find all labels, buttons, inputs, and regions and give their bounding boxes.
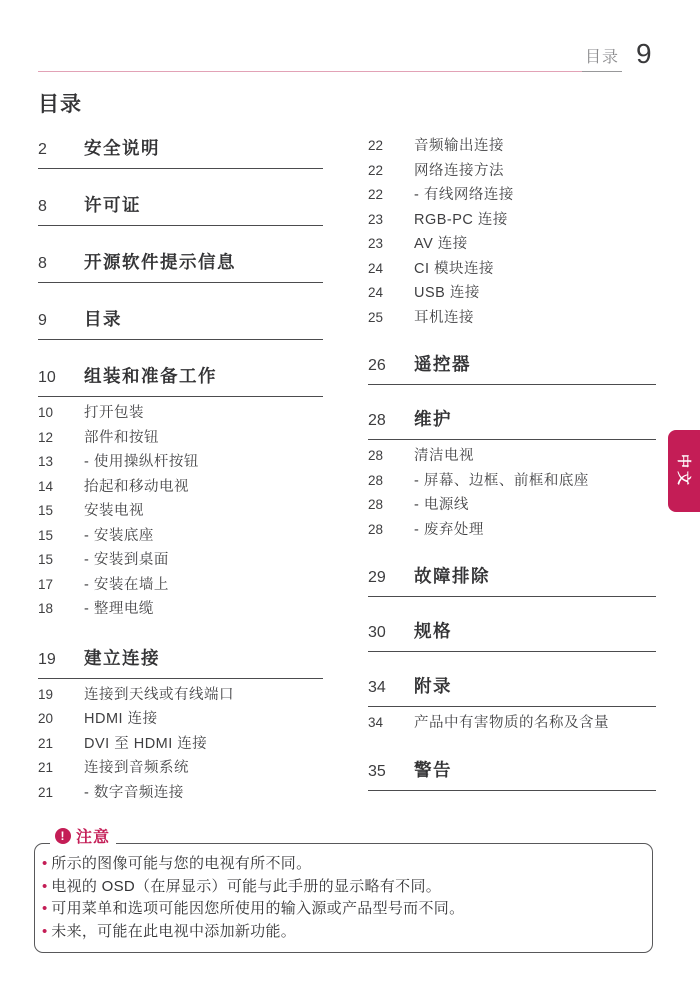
toc-chapter-page: 10: [38, 369, 56, 386]
toc-entry-page: 10: [38, 405, 54, 420]
toc-section: [368, 619, 656, 652]
toc-chapter-head: [368, 407, 656, 440]
toc-entry-page: 14: [38, 478, 54, 494]
toc-entry-page: 28: [368, 448, 384, 463]
toc-entry-page: 22: [368, 138, 384, 153]
toc-chapter-title: 许可证: [84, 195, 141, 215]
toc-chapter-title: 附录: [414, 676, 452, 696]
toc-section: [38, 136, 323, 169]
toc-entry: [38, 475, 323, 500]
note-title-label: 注意: [76, 829, 111, 846]
toc-entry-label: 打开包装: [84, 405, 144, 421]
toc-entry-label: 音频输出连接: [414, 138, 504, 154]
toc-chapter-title: 建立连接: [84, 647, 160, 668]
exclamation-circle-icon: !: [55, 828, 71, 844]
toc-entry-label: 部件和按钮: [84, 429, 159, 446]
toc-entry-page: 15: [38, 527, 54, 543]
toc-left-column: [38, 136, 323, 805]
toc-section: [38, 646, 323, 806]
note-bullet-list: [35, 844, 652, 943]
note-box: [34, 828, 653, 953]
toc-chapter-title: 警告: [414, 759, 452, 780]
toc-entry: [38, 548, 323, 573]
toc-chapter-title: 目录: [84, 309, 122, 329]
note-bullet-item: [42, 898, 644, 921]
toc-entry-page: 20: [38, 711, 54, 726]
toc-chapter-head: [368, 758, 656, 791]
toc-chapter-head: [38, 364, 323, 397]
toc-chapter-title: 组装和准备工作: [84, 366, 217, 386]
toc-entry-page: 13: [38, 454, 54, 469]
toc-entry: [38, 732, 323, 757]
toc-section: [368, 407, 656, 542]
toc-entry: [38, 401, 323, 426]
note-bullet-text: 电视的 OSD（在屏显示）可能与此手册的显示略有不同。: [51, 877, 442, 895]
toc-entry: [368, 257, 656, 282]
toc-chapter-page: 8: [38, 198, 47, 215]
toc-entry-label: 连接到音频系统: [84, 760, 189, 776]
note-bullet-text: 可用菜单和选项可能因您所使用的输入源或产品型号而不同。: [51, 900, 465, 917]
toc-entry-label: - 废弃处理: [414, 521, 484, 538]
toc-entry-label: - 安装底座: [84, 527, 154, 544]
toc-entry: [368, 281, 656, 306]
note-bullet-item: [42, 921, 644, 944]
toc-entry: [38, 683, 323, 708]
toc-entry-label: - 数字音频连接: [84, 784, 184, 801]
toc-entry: [38, 426, 323, 451]
bullet-icon: •: [42, 855, 48, 872]
toc-entry: [38, 573, 323, 598]
toc-entry: [368, 518, 656, 543]
toc-entry-label: 抬起和移动电视: [84, 478, 189, 495]
toc-chapter-page: 28: [368, 412, 386, 429]
toc-chapter-page: 34: [368, 679, 386, 696]
toc-chapter-page: 30: [368, 624, 386, 641]
toc-chapter-page: 2: [38, 141, 47, 158]
note-bullet-item: [42, 876, 644, 899]
toc-chapter-head: [38, 250, 323, 283]
toc-entry: [38, 524, 323, 549]
toc-entry-label: HDMI 连接: [84, 711, 158, 727]
toc-entry: [368, 183, 656, 208]
toc-entry: [368, 306, 656, 331]
toc-section: [368, 564, 656, 597]
toc-chapter-page: 19: [38, 650, 56, 668]
language-tab-label: 中文: [676, 454, 692, 488]
toc-entry: [38, 499, 323, 524]
toc-chapter-title: 规格: [414, 621, 452, 641]
toc-chapter-title: 遥控器: [414, 354, 471, 374]
toc-chapter-title: 开源软件提示信息: [84, 252, 236, 272]
language-edge-tab: [668, 430, 700, 512]
toc-entry-page: 24: [368, 285, 384, 300]
page-title: 目录: [38, 93, 82, 116]
toc-entry-label: AV 连接: [414, 236, 468, 252]
toc-chapter-head: [368, 674, 656, 707]
toc-entry: [368, 159, 656, 184]
note-bullet-text: 未来，可能在此电视中添加新功能。: [51, 922, 297, 940]
toc-section: [368, 130, 656, 330]
header-page-number: 9: [636, 38, 652, 69]
toc-entry-label: - 屏幕、边框、前框和底座: [414, 472, 589, 489]
toc-entry: [368, 444, 656, 469]
toc-entry: [38, 756, 323, 781]
toc-item-list: [368, 440, 656, 542]
note-bullet-item: [42, 853, 644, 876]
toc-entry-page: 15: [38, 552, 54, 567]
toc-chapter-head: [368, 619, 656, 652]
toc-entry-label: - 电源线: [414, 497, 469, 513]
toc-entry: [368, 208, 656, 233]
toc-entry: [368, 232, 656, 257]
note-title: [50, 823, 116, 848]
toc-entry: [38, 707, 323, 732]
toc-chapter-head: [38, 193, 323, 226]
toc-chapter-page: 35: [368, 762, 386, 780]
page-header: [38, 44, 622, 72]
toc-chapter-head: [38, 307, 323, 340]
toc-entry-page: 24: [368, 260, 384, 276]
toc-entry-label: - 有线网络连接: [414, 187, 514, 203]
toc-chapter-page: 8: [38, 255, 47, 272]
toc-section: [38, 307, 323, 340]
toc-chapter-title: 维护: [414, 409, 452, 429]
toc-section: [368, 352, 656, 385]
toc-entry-page: 21: [38, 760, 54, 775]
toc-entry: [368, 493, 656, 518]
toc-entry-label: - 整理电缆: [84, 601, 154, 617]
toc-entry-label: RGB-PC 连接: [414, 211, 508, 228]
toc-entry-label: CI 模块连接: [414, 260, 495, 277]
toc-entry: [368, 134, 656, 159]
toc-entry-page: 28: [368, 472, 384, 488]
toc-entry-label: 清洁电视: [414, 448, 474, 464]
toc-entry-page: 23: [368, 211, 384, 227]
note-bullet-text: 所示的图像可能与您的电视有所不同。: [51, 855, 312, 872]
toc-chapter-title: 故障排除: [414, 566, 490, 586]
toc-chapter-head: [368, 564, 656, 597]
toc-entry-page: 22: [368, 162, 384, 178]
toc-entry-label: 安装电视: [84, 503, 144, 519]
toc-section: [368, 758, 656, 791]
toc-section: [38, 250, 323, 283]
toc-entry-page: 17: [38, 576, 54, 592]
toc-right-column: [368, 130, 656, 791]
toc-entry-page: 12: [38, 429, 54, 445]
toc-section: [38, 193, 323, 226]
toc-entry-label: 耳机连接: [414, 309, 474, 326]
toc-section: [38, 364, 323, 622]
header-section-label: 目录: [582, 44, 622, 72]
toc-item-list: [38, 679, 323, 806]
toc-entry-page: 18: [38, 601, 54, 616]
toc-entry-page: 22: [368, 187, 384, 202]
toc-entry-label: USB 连接: [414, 285, 480, 301]
toc-entry-page: 23: [368, 236, 384, 251]
toc-entry-label: 连接到天线或有线端口: [84, 686, 234, 703]
toc-entry: [38, 781, 323, 806]
bullet-icon: •: [42, 922, 48, 940]
toc-entry-label: - 使用操纵杆按钮: [84, 454, 199, 470]
toc-entry-page: 15: [38, 503, 54, 518]
toc-chapter-page: 9: [38, 312, 47, 329]
toc-entry-page: 19: [38, 686, 54, 702]
toc-entry-label: - 安装在墙上: [84, 576, 169, 593]
toc-item-list: [38, 397, 323, 622]
toc-entry: [38, 597, 323, 622]
toc-chapter-head: [38, 136, 323, 169]
toc-entry-label: 产品中有害物质的名称及含量: [414, 715, 609, 731]
toc-entry-page: 21: [38, 784, 54, 800]
toc-chapter-page: 26: [368, 357, 386, 374]
toc-entry-label: DVI 至 HDMI 连接: [84, 735, 208, 752]
toc-entry-page: 21: [38, 735, 54, 751]
toc-section: [368, 674, 656, 736]
bullet-icon: •: [42, 900, 48, 917]
toc-chapter-head: [38, 646, 323, 679]
toc-entry-page: 34: [368, 715, 384, 730]
toc-entry-page: 25: [368, 309, 384, 325]
bullet-icon: •: [42, 877, 48, 895]
toc-entry-label: 网络连接方法: [414, 162, 504, 179]
toc-entry: [368, 469, 656, 494]
toc-chapter-head: [368, 352, 656, 385]
toc-entry: [368, 711, 656, 736]
toc-chapter-title: 安全说明: [84, 138, 160, 158]
toc-entry-label: - 安装到桌面: [84, 552, 169, 568]
toc-item-list: [368, 707, 656, 736]
toc-item-list: [368, 130, 656, 330]
toc-chapter-page: 29: [368, 569, 386, 586]
toc-entry-page: 28: [368, 497, 384, 512]
toc-entry: [38, 450, 323, 475]
toc-entry-page: 28: [368, 521, 384, 537]
